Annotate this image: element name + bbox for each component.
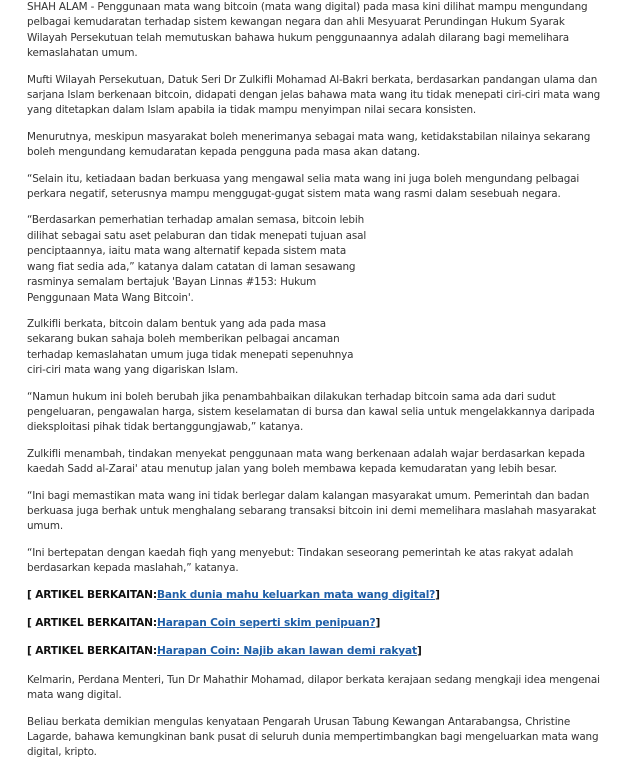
related-suffix: ] — [416, 645, 422, 658]
article-paragraph-4: “Selain itu, ketiadaan badan berkuasa yang mengawal selia mata wang ini juga boleh mengundang pelbagai perkara negatif, seterusnya mampu menggugat-gugat sistem mata wang rasmi dalam sesebuah negara. — [27, 172, 580, 201]
related-suffix: ] — [375, 617, 381, 629]
related-article-2 — [27, 616, 607, 631]
closing-paragraph-2: Beliau berkata demikian mengulas kenyataan Pengarah Urusan Tabung Kewangan Antarabangsa, Christine Lagarde, bahawa kemungkinan bank pusat di seluruh dunia mempertimbangkan bagi mengeluarkan mata wang digital, kripto. — [27, 715, 599, 759]
article-paragraph-10: “Ini bertepatan dengan kaedah fiqh yang menyebut: Tindakan seseorang pemerintah ke atas rakyat adalah berdasarkan kepada maslahah,” katanya. — [27, 546, 574, 575]
article-paragraph-3: Menurutnya, meskipun masyarakat boleh menerimanya sebagai mata wang, ketidakstabilan nilainya sekarang boleh mengundang kemudaratan kepada pengguna pada masa akan datang. — [27, 130, 591, 159]
article-paragraph-8: Zulkifli menambah, tindakan menyekat penggunaan mata wang berkenaan adalah wajar berdasarkan kepada kaedah Sadd al-Zarai' atau menutup jalan yang boleh membawa kepada kemudaratan yang lebih besar. — [27, 447, 585, 476]
related-article-3 — [27, 644, 607, 659]
article-paragraph-6: Zulkifli berkata, bitcoin dalam bentuk yang ada pada masa sekarang bukan sahaja boleh memberikan pelbagai ancaman terhadap kemaslahatan umum juga tidak menepati sepenuhnya ciri-ciri mata wang yang digariskan Islam. — [27, 317, 354, 377]
article-paragraph-7 — [27, 390, 607, 436]
article-paragraph-2: Mufti Wilayah Persekutuan, Datuk Seri Dr Zulkifli Mohamad Al-Bakri berkata, berdasarkan pandangan ulama dan sarjana Islam berkenaan bitcoin, didapati dengan jelas bahawa mata wang itu tidak menepati ciri-ciri mata wang yang ditetapkan dalam Islam apabila ia tidak mampu menyimpan nilai secara konsisten. — [27, 73, 601, 117]
article-paragraph-5: “Berdasarkan pemerhatian terhadap amalan semasa, bitcoin lebih dilihat sebagai satu aset pelaburan dan tidak menepati tujuan asal penciptaannya, iaitu mata wang alternatif kepada sistem mata wang fiat sedia ada,” katanya dalam catatan di laman sesawang rasminya semalam bertajuk 'Bayan Linnas #153: Hukum Penggunaan Mata Wang Bitcoin'. — [27, 214, 367, 304]
related-link-2[interactable]: Harapan Coin seperti skim penipuan? — [157, 617, 376, 629]
article-paragraph-9: “Ini bagi memastikan mata wang ini tidak berlegar dalam kalangan masyarakat umum. Pemerintah dan badan berkuasa juga berhak untuk menghalang sebarang transaksi bitcoin ini demi memelihara maslahah masyarakat umum. — [27, 489, 597, 533]
related-prefix: [ ARTIKEL BERKAITAN: — [27, 645, 157, 658]
related-link-1[interactable]: Bank dunia mahu keluarkan mata wang digital? — [157, 588, 436, 601]
paragraph-7-text: “Namun hukum ini boleh berubah jika penambahbaikan dilakukan terhadap bitcoin sama ada dari sudut pengeluaran, pengawalan harga, sistem keselamatan di bursa dan kawal selia untuk mengelakkannya daripada dieksploitasi pihak tidak bertanggungjawab,” katanya. — [27, 390, 595, 434]
related-link-3[interactable]: Harapan Coin: Najib akan lawan demi rakyat — [157, 645, 417, 658]
article-paragraph-1: SHAH ALAM - Penggunaan mata wang bitcoin (mata wang digital) pada masa kini dilihat mampu mengundang pelbagai kemudaratan terhadap sistem kewangan negara dan ahli Mesyuarat Perundingan Hukum Syarak Wilayah Persekutuan telah memutuskan bahawa hukum penggunaannya adalah dilarang bagi memelihara kemaslahatan umum. — [27, 1, 588, 60]
related-article-1 — [27, 588, 607, 603]
closing-paragraph-1: Kelmarin, Perdana Menteri, Tun Dr Mahathir Mohamad, dilapor berkata kerajaan sedang mengkaji idea mengenai mata wang digital. — [27, 673, 600, 702]
related-prefix: [ ARTIKEL BERKAITAN: — [27, 588, 157, 601]
related-suffix: ] — [435, 588, 440, 601]
related-prefix: [ ARTIKEL BERKAITAN: — [27, 617, 157, 629]
